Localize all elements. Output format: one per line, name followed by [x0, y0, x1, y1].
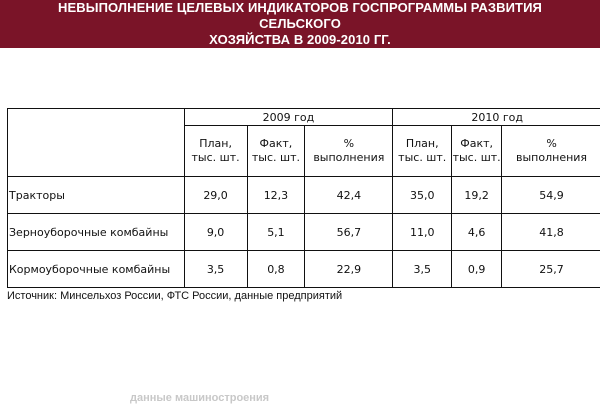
row-label: Зерноуборочные комбайны [8, 214, 185, 251]
faded-footer-text: данные машиностроения [130, 392, 269, 404]
table-cell: 0,9 [452, 251, 502, 288]
column-header: % выполнения [305, 126, 393, 177]
table-cell: 56,7 [305, 214, 393, 251]
table-cell: 3,5 [184, 251, 247, 288]
year-header-2010: 2010 год [393, 109, 600, 126]
column-header: % выполнения [502, 126, 600, 177]
table-cell: 22,9 [305, 251, 393, 288]
year-header-2009: 2009 год [184, 109, 393, 126]
table-cell: 11,0 [393, 214, 452, 251]
indicators-table [7, 108, 600, 288]
table-cell: 3,5 [393, 251, 452, 288]
table-cell: 25,7 [502, 251, 600, 288]
column-header: План, тыс. шт. [393, 126, 452, 177]
table-corner-cell [8, 109, 185, 177]
column-header: План, тыс. шт. [184, 126, 247, 177]
table-row-tractors [8, 177, 600, 214]
column-header: Факт, тыс. шт. [452, 126, 502, 177]
table-row-grain-harvesters [8, 214, 600, 251]
table-cell: 29,0 [184, 177, 247, 214]
row-label: Кормоуборочные комбайны [8, 251, 185, 288]
source-note: Источник: Минсельхоз России, ФТС России, данные предприятий [7, 290, 342, 302]
table-cell: 35,0 [393, 177, 452, 214]
column-header: Факт, тыс. шт. [247, 126, 305, 177]
table-cell: 54,9 [502, 177, 600, 214]
table-cell: 41,8 [502, 214, 600, 251]
table-row-forage-harvesters [8, 251, 600, 288]
table-year-header-row [8, 109, 600, 126]
title-banner [0, 0, 600, 48]
table-cell: 4,6 [452, 214, 502, 251]
table-cell: 0,8 [247, 251, 305, 288]
table-cell: 42,4 [305, 177, 393, 214]
table-cell: 5,1 [247, 214, 305, 251]
page-title [20, 0, 580, 48]
table-cell: 19,2 [452, 177, 502, 214]
page-title-line-1: НЕВЫПОЛНЕНИЕ ЦЕЛЕВЫХ ИНДИКАТОРОВ ГОСПРОГРАММЫ РАЗВИТИЯ СЕЛЬСКОГО [58, 0, 542, 31]
page-title-line-2: ХОЗЯЙСТВА В 2009-2010 ГГ. [209, 32, 391, 47]
table-cell: 9,0 [184, 214, 247, 251]
row-label: Тракторы [8, 177, 185, 214]
table-cell: 12,3 [247, 177, 305, 214]
